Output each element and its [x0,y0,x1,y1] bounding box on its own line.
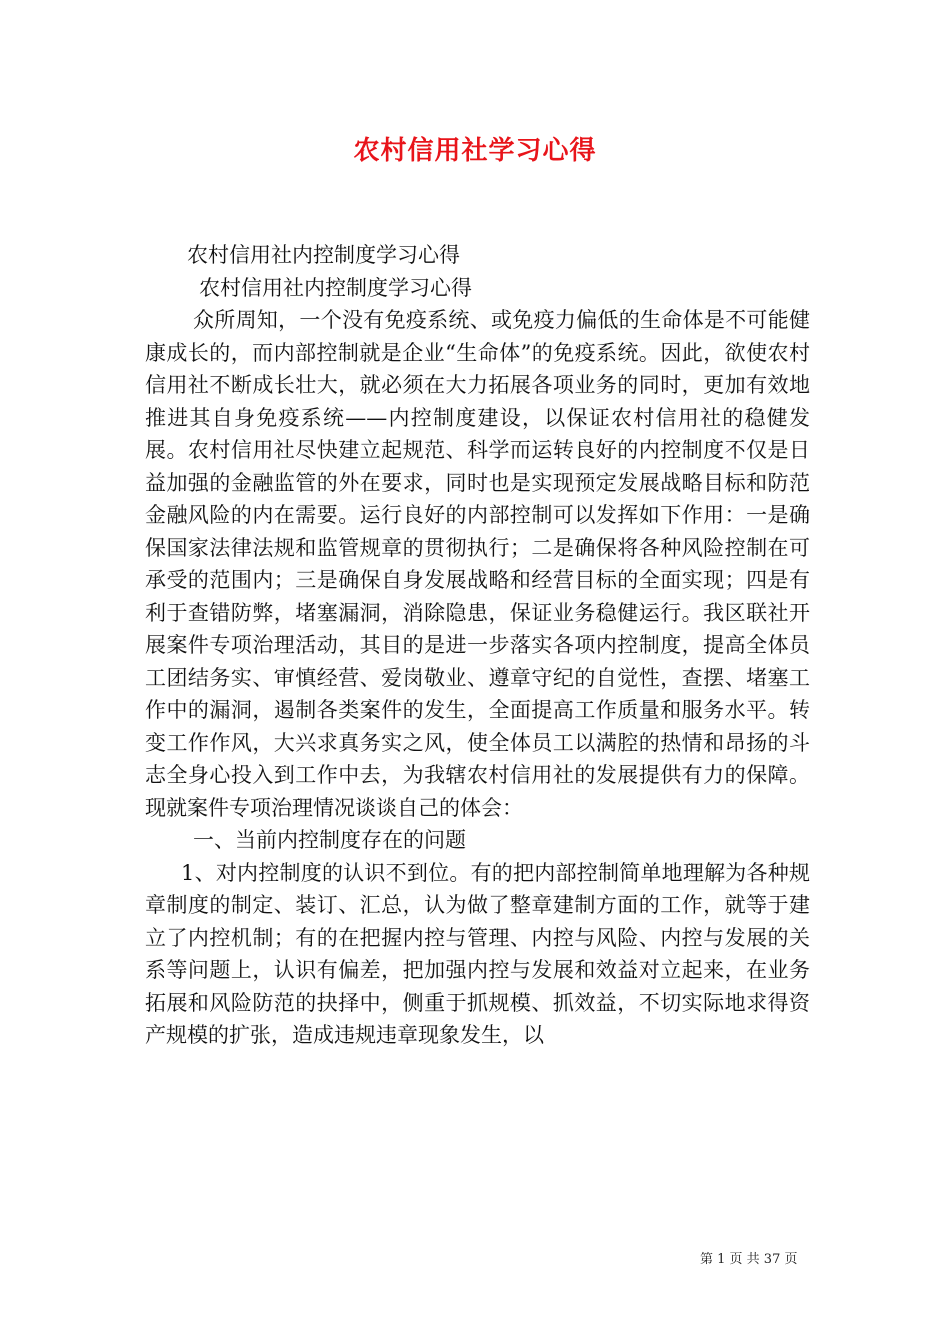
subtitle-line-2: 农村信用社内控制度学习心得 [199,275,472,300]
paragraph-item-1: 1、对内控制度的认识不到位。有的把内部控制简单地理解为各种规章制度的制定、装订、汇总，认为做了整章建制方面的工作，就等于建立了内控机制；有的在把握内控与管理、内控与风险、内控与发展的关系等问题上，认识有偏差，把加强内控与发展和效益对立起来，在业务拓展和风险防范的抉择中，侧重于抓规模、抓效益，不切实际地求得资产规模的扩张，造成违规违章现象发生，以 [145,860,810,1047]
subtitle-line-1: 农村信用社内控制度学习心得 [187,243,460,267]
paragraph-intro: 众所周知，一个没有免疫系统、或免疫力偏低的生命体是不可能健康成长的，而内部控制就是企业“生命体”的免疫系统。因此，欲使农村信用社不断成长壮大，就必须在大力拓展各项业务的同时，更加有效地推进其自身免疫系统——内控制度建设，以保证农村信用社的稳健发展。农村信用社尽快建立起规范、科学而运转良好的内控制度不仅是日益加强的金融监管的外在要求，同时也是实现预定发展战略目标和防范金融风险的内在需要。运行良好的内部控制可以发挥如下作用：一是确保国家法律法规和监管规章的贯彻执行；二是确保将各种风险控制在可承受的范围内；三是确保自身发展战略和经营目标的全面实现；四是有利于查错防弊，堵塞漏洞，消除隐患，保证业务稳健运行。我区联社开展案件专项治理活动，其目的是进一步落实各项内控制度，提高全体员工团结务实、审慎经营、爱岗敬业、遵章守纪的自觉性，查摆、堵塞工作中的漏洞，遏制各类案件的发生，全面提高工作质量和服务水平。转变工作作风，大兴求真务实之风，使全体员工以满腔的热情和昂扬的斗志全身心投入到工作中去，为我辖农村信用社的发展提供有力的保障。现就案件专项治理情况谈谈自己的体会： [145,308,810,820]
document-title: 农村信用社学习心得 [353,136,597,166]
section-heading: 一、当前内控制度存在的问题 [193,828,466,852]
document-body [145,239,810,1052]
page-number: 第 1 页 共 37 页 [700,1252,798,1267]
